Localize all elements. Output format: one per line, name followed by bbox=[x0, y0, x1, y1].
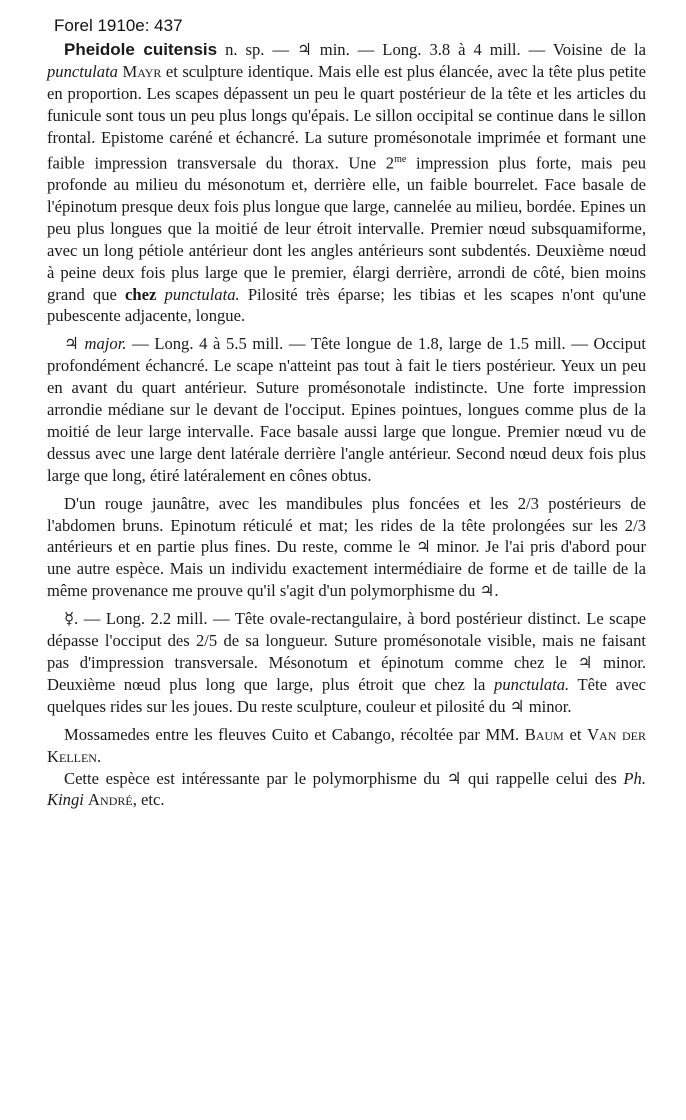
paragraph-female: ☿. — Long. 2.2 mill. — Tête ovale-rectangulaire, à bord postérieur distinct. Le scape dépasse l'occiput des 2/5 de sa longueur. Suture promésonotale visible, mais ne faisant pas d'impression transversale. Mésonotum et épinotum comme chez le ♃ minor. Deuxième nœud plus long que large, plus étroit que chez la punctulata. Tête avec quelques rides sur les joues. Du reste sculpture, couleur et pilosité du ♃ minor. bbox=[47, 609, 646, 716]
paragraph-remarks: Cette espèce est intéressante par le polymorphisme du ♃ qui rappelle celui des Ph. Kingi André, etc. bbox=[47, 768, 646, 810]
paragraph-major-worker: ♃ major. — Long. 4 à 5.5 mill. — Tête longue de 1.8, large de 1.5 mill. — Occiput profondément échancré. Le scape n'atteint pas tout à fait le tiers postérieur. Yeux un peu en avant du quart antérieur. Suture promésonotale indistincte. Une forte impression arrondie médiane sur le devant de l'occiput. Epines pointues, longues comme plus de la moitié de leur large intervalle. Face basale aussi large que longue. Premier nœud vu de dessus avec une large dent latérale derrière l'angle antérieur. Second nœud deux fois plus large que long, étiré latéralement en cônes obtus. bbox=[47, 334, 646, 485]
paragraph-locality: Mossamedes entre les fleuves Cuito et Cabango, récoltée par MM. Baum et Van der Kellen. bbox=[47, 724, 646, 766]
page-reference: Forel 1910e: 437 bbox=[54, 16, 183, 35]
species-title: Pheidole cuitensis bbox=[64, 40, 218, 59]
author-name: Mayr bbox=[122, 61, 162, 81]
paragraph-coloration: D'un rouge jaunâtre, avec les mandibules plus foncées et les 2/3 postérieurs de l'abdomen bruns. Epinotum réticulé et mat; les rides de la tête prolongées sur les 2/3 antérieurs et en partie plus fines. Du reste, comme le ♃ minor. Je l'ai pris d'abord pour une autre espèce. Mais un individu exactement intermédiaire de forme et de taille de la même provenance me prouve qu'il s'agit d'un polymorphisme du ♃. bbox=[47, 493, 646, 601]
paragraph-minor-worker: Pheidole cuitensis n. sp. — ♃ min. — Long. 3.8 à 4 mill. — Voisine de la punctulata Mayr et sculpture identique. Mais elle est plus élancée, avec la tête plus petite en proportion. Les scapes dépassent un peu le quart postérieur de la tête et les articles du funicule sont tous un peu plus longs qu'épais. Le sillon occipital se continue dans le sillon frontal. Epistome caréné et échancré. La suture promésonotale imprimée et formant une faible impression transversale du thorax. Une $2^{me}$ impression plus forte, mais peu profonde au milieu du mésonotum et, derrière elle, un faible bourrelet. Face basale de l'épinotum presque deux fois plus longue que large, cannelée au milieu, bordée. Epines un peu plus longues que la moitié de leur étroit intervalle. Premier nœud subsquamiforme, avec un long pétiole antérieur dont les angles antérieurs sont subdentés. Deuxième nœud à peine deux fois plus large que le premier, élargi derrière, arrondi de côté, bien moins grand que chez punctulata. Pilosité très éparse; les tibias et les scapes n'ont qu'une pubescente adjacente, longue. bbox=[47, 40, 646, 326]
